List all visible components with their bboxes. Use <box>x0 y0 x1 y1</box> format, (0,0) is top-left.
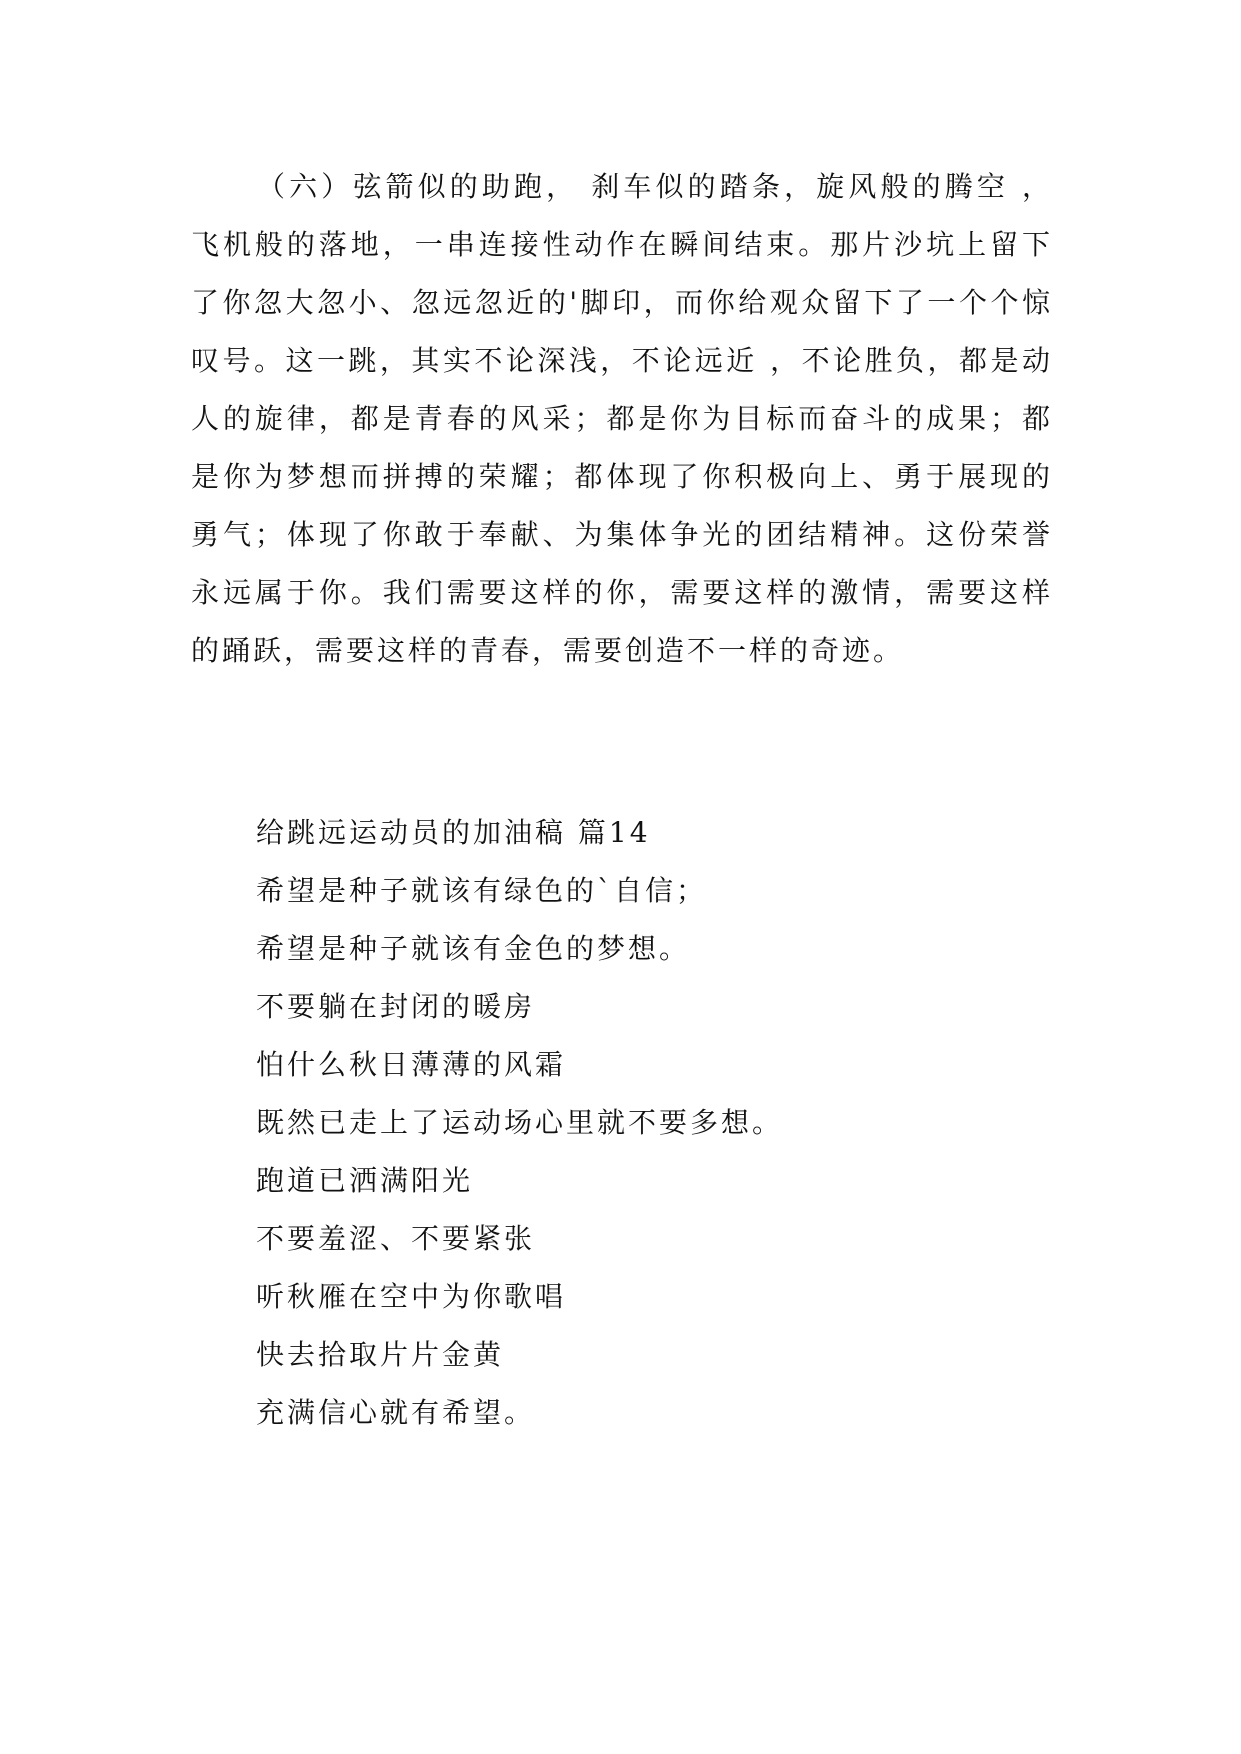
poem-line: 充满信心就有希望。 <box>256 1396 536 1429</box>
poem-line: 听秋雁在空中为你歌唱 <box>256 1280 567 1313</box>
poem-line: 快去拾取片片金黄 <box>256 1338 505 1371</box>
poem-line: 怕什么秋日薄薄的风霜 <box>256 1048 567 1081</box>
poem-line: 既然已走上了运动场心里就不要多想。 <box>256 1106 784 1139</box>
poem-line: 不要羞涩、不要紧张 <box>256 1222 536 1255</box>
poem-line: 跑道已洒满阳光 <box>256 1164 474 1197</box>
poem <box>256 804 1056 1442</box>
poem-line: 希望是种子就该有金色的梦想。 <box>256 932 691 965</box>
poem-line: 不要躺在封闭的暖房 <box>256 990 536 1023</box>
body-paragraph: （六）弦箭似的助跑， 刹车似的踏条，旋风般的腾空 ，飞机般的落地，一串连接性动作在瞬间结束。那片沙坑上留下了你忽大忽小、忽远忽近的'脚印，而你给观众留下了一个个惊叹号。这一跳，其实不论深浅，不论远近 ，不论胜负，都是动人的旋律，都是青春的风采；都是你为目标而奋斗的成果；都是你为梦想而拼搏的荣耀；都体现了你积极向上、勇于展现的勇气；体现了你敢于奉献、为集体争光的团结精神。这份荣誉永远属于你。我们需要这样的你，需要这样的激情，需要这样的踊跃，需要这样的青春，需要创造不一样的奇迹。 <box>191 170 1053 667</box>
poem-title: 给跳远运动员的加油稿 篇14 <box>256 816 651 849</box>
poem-line: 希望是种子就该有绿色的`自信； <box>256 874 708 907</box>
